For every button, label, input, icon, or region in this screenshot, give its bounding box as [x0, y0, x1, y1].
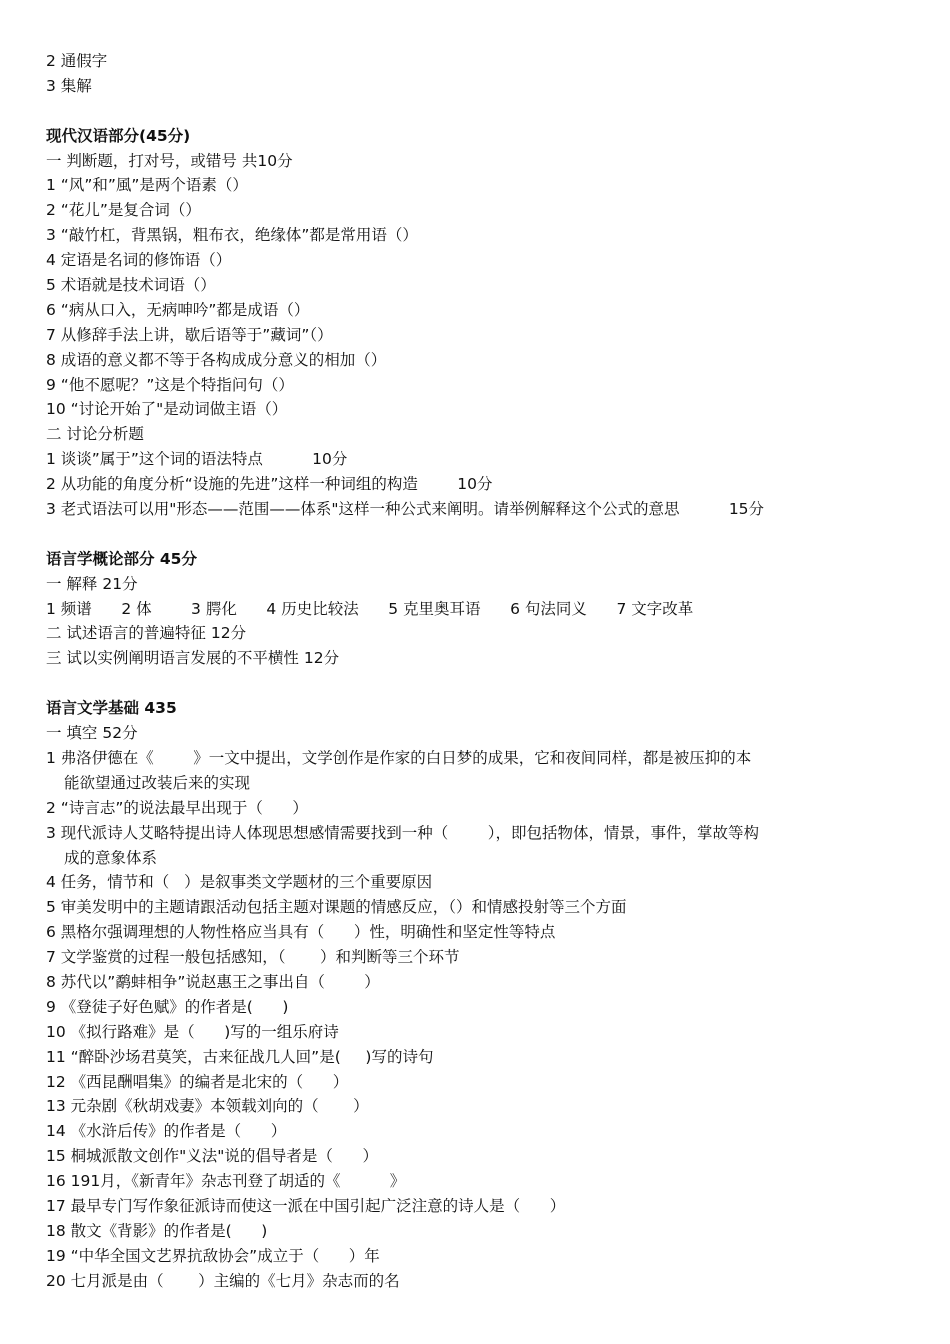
subsection-heading: 一 判断题，打对号，或错号 共10分: [46, 151, 293, 170]
section-heading-literature: 语言文学基础 435: [46, 699, 177, 718]
section-heading-modern-chinese: 现代汉语部分(45分): [46, 126, 191, 145]
question-item: [46, 746, 912, 796]
blank-line: [46, 522, 912, 547]
question-item: 16 191月，《新青年》杂志刊登了胡适的《 》: [46, 1172, 406, 1191]
subsection-heading: 一 解释 21分: [46, 574, 138, 593]
question-item: 9 “他不愿呢？”这是个特指问句（）: [46, 375, 294, 394]
question-item: 11 “醉卧沙场君莫笑，古来征战几人回”是( )写的诗句: [46, 1047, 434, 1066]
question-item: 10 《拟行路难》是（ )写的一组乐府诗: [46, 1022, 339, 1041]
question-item: 17 最早专门写作象征派诗而使这一派在中国引起广泛注意的诗人是（ ）: [46, 1196, 566, 1215]
blank-line: [46, 99, 912, 124]
question-text-continuation: 能欲望通过改装后来的实现: [64, 773, 251, 792]
question-item: 2 “花儿”是复合词（）: [46, 201, 201, 220]
question-item: 6 “病从口入，无病呻吟”都是成语（）: [46, 300, 310, 319]
subsection-heading: 一 填空 52分: [46, 724, 138, 743]
question-item: 6 黑格尔强调理想的人物性格应当具有（ ）性，明确性和坚定性等特点: [46, 923, 556, 942]
question-item: 3 “敲竹杠，背黑锅，粗布衣，绝缘体”都是常用语（）: [46, 226, 418, 245]
question-item: 9 《登徒子好色赋》的作者是( ): [46, 997, 289, 1016]
question-text-line: 3 现代派诗人艾略特提出诗人体现思想感情需要找到一种（ ），即包括物体，情景，事件，掌故等构: [46, 823, 759, 842]
question-item: 18 散文《背影》的作者是( ): [46, 1221, 268, 1240]
question-item: 2 “诗言志”的说法最早出现于（ ）: [46, 798, 308, 817]
list-item: 2 通假字: [46, 52, 108, 70]
question-item: 12 《西昆酬唱集》的编者是北宋的（ ）: [46, 1072, 349, 1091]
question-item: 5 术语就是技术词语（）: [46, 276, 216, 295]
question-item: [46, 821, 912, 871]
question-item: 2 从功能的角度分析“设施的先进”这样一种词组的构造 10分: [46, 475, 493, 494]
subsection-heading: 二 讨论分析题: [46, 425, 144, 444]
question-item: 7 从修辞手法上讲，歇后语等于”藏词”（）: [46, 325, 333, 344]
term-list: 1 频谱 2 体 3 腭化 4 历史比较法 5 克里奥耳语 6 句法同义 7 文字改革: [46, 599, 694, 618]
question-item: 15 桐城派散文创作"义法"说的倡导者是（ ）: [46, 1147, 378, 1166]
question-item: 1 谈谈”属于”这个词的语法特点 10分: [46, 450, 348, 469]
subsection-heading: 二 试述语言的普遍特征 12分: [46, 624, 247, 643]
question-item: 10 “讨论开始了"是动词做主语（）: [46, 400, 288, 419]
question-item: 3 老式语法可以用"形态——范围——体系"这样一种公式来阐明。请举例解释这个公式的意思 15分: [46, 500, 765, 519]
question-text-line: 1 弗洛伊德在《 》一文中提出，文学创作是作家的白日梦的成果，它和夜间同样，都是被压抑的本: [46, 748, 752, 767]
question-item: 8 苏代以”鹬蚌相争”说赵惠王之事出自（ ）: [46, 972, 380, 991]
question-item: 14 《水浒后传》的作者是（ ）: [46, 1122, 287, 1141]
subsection-heading: 三 试以实例阐明语言发展的不平横性 12分: [46, 649, 340, 668]
question-item: 19 “中华全国文艺界抗敌协会”成立于（ ）年: [46, 1246, 380, 1265]
question-item: 13 元杂剧《秋胡戏妻》本领载刘向的（ ）: [46, 1097, 369, 1116]
question-item: 7 文学鉴赏的过程一般包括感知，（ ）和判断等三个环节: [46, 948, 460, 967]
list-item: 3 集解: [46, 76, 92, 95]
question-item: 4 定语是名词的修饰语（）: [46, 251, 232, 270]
document-page: [46, 49, 912, 1294]
section-heading-linguistics: 语言学概论部分 45分: [46, 549, 197, 568]
question-item: 20 七月派是由（ ）主编的《七月》杂志而的名: [46, 1271, 400, 1290]
question-item: 4 任务，情节和（ ）是叙事类文学题材的三个重要原因: [46, 873, 433, 892]
blank-line: [46, 671, 912, 696]
question-item: 8 成语的意义都不等于各构成成分意义的相加（）: [46, 350, 387, 369]
question-item: 1 “风”和”風”是两个语素（）: [46, 176, 248, 195]
question-item: 5 审美发明中的主题请跟活动包括主题对课题的情感反应，（）和情感投射等三个方面: [46, 898, 627, 917]
question-text-continuation: 成的意象体系: [64, 848, 158, 867]
